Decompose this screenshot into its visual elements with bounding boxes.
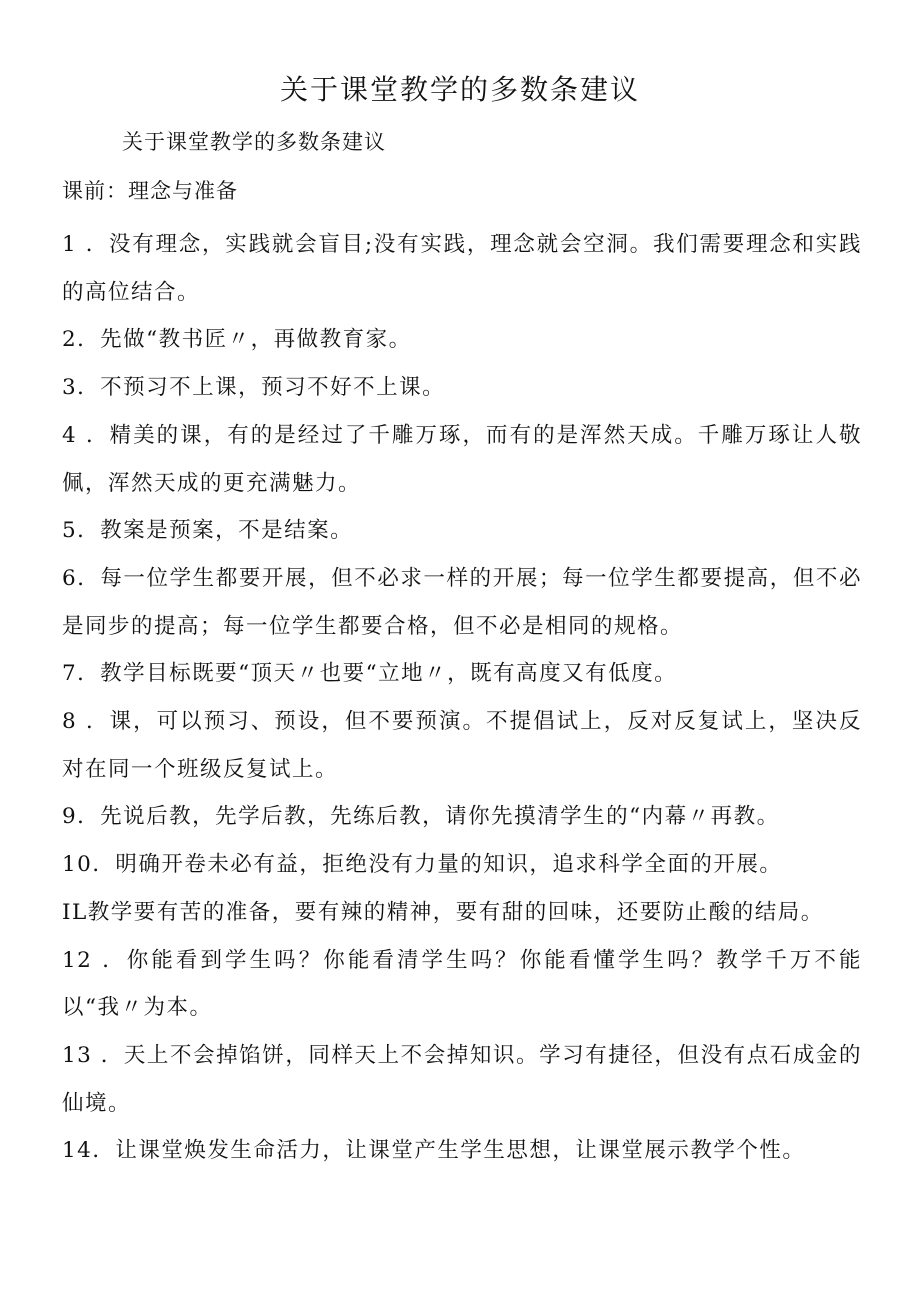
document-subtitle: 关于课堂教学的多数条建议 <box>122 130 386 154</box>
list-item: 1 ．没有理念，实践就会盲目;没有实践，理念就会空洞。我们需要理念和实践的高位结合。 <box>62 232 862 305</box>
section-heading: 课前：理念与准备 <box>62 179 238 203</box>
list-item: 4 ．精美的课，有的是经过了千雕万琢，而有的是浑然天成。千雕万琢让人敬佩，浑然天成的更充满魅力。 <box>62 422 862 496</box>
list-item: 5．教案是预案，不是结案。 <box>62 518 354 544</box>
list-item: 9．先说后教，先学后教，先练后教，请你先摸清学生的“内幕〃再教。 <box>62 804 780 830</box>
list-item: 6．每一位学生都要开展，但不必求一样的开展；每一位学生都要提高，但不必是同步的提高；每一位学生都要合格，但不必是相同的规格。 <box>62 565 862 639</box>
list-item: 2．先做“教书匠〃，再做教育家。 <box>62 327 412 353</box>
list-item: 7．教学目标既要“顶天〃也要“立地〃，既有高度又有低度。 <box>62 661 678 687</box>
list-item: 12 ．你能看到学生吗？你能看清学生吗？你能看懂学生吗？教学千万不能以“我〃为本。 <box>62 947 862 1021</box>
document-title: 关于课堂教学的多数条建议 <box>279 73 640 106</box>
list-item: IL教学要有苦的准备，要有辣的精神，要有甜的回味，还要防止酸的结局。 <box>62 899 824 925</box>
list-item: 8 ．课，可以预习、预设，但不要预演。不提倡试上，反对反复试上，坚决反对在同一个班级反复试上。 <box>62 709 862 782</box>
list-item: 10．明确开卷未必有益，拒绝没有力量的知识，追求科学全面的开展。 <box>62 852 783 878</box>
suggestion-list <box>62 221 862 1175</box>
list-item: 14．让课堂焕发生命活力，让课堂产生学生思想，让课堂展示教学个性。 <box>62 1138 806 1164</box>
list-item: 13 ．天上不会掉馅饼，同样天上不会掉知识。学习有捷径，但没有点石成金的仙境。 <box>62 1042 862 1116</box>
list-item: 3．不预习不上课，预习不好不上课。 <box>62 375 446 401</box>
